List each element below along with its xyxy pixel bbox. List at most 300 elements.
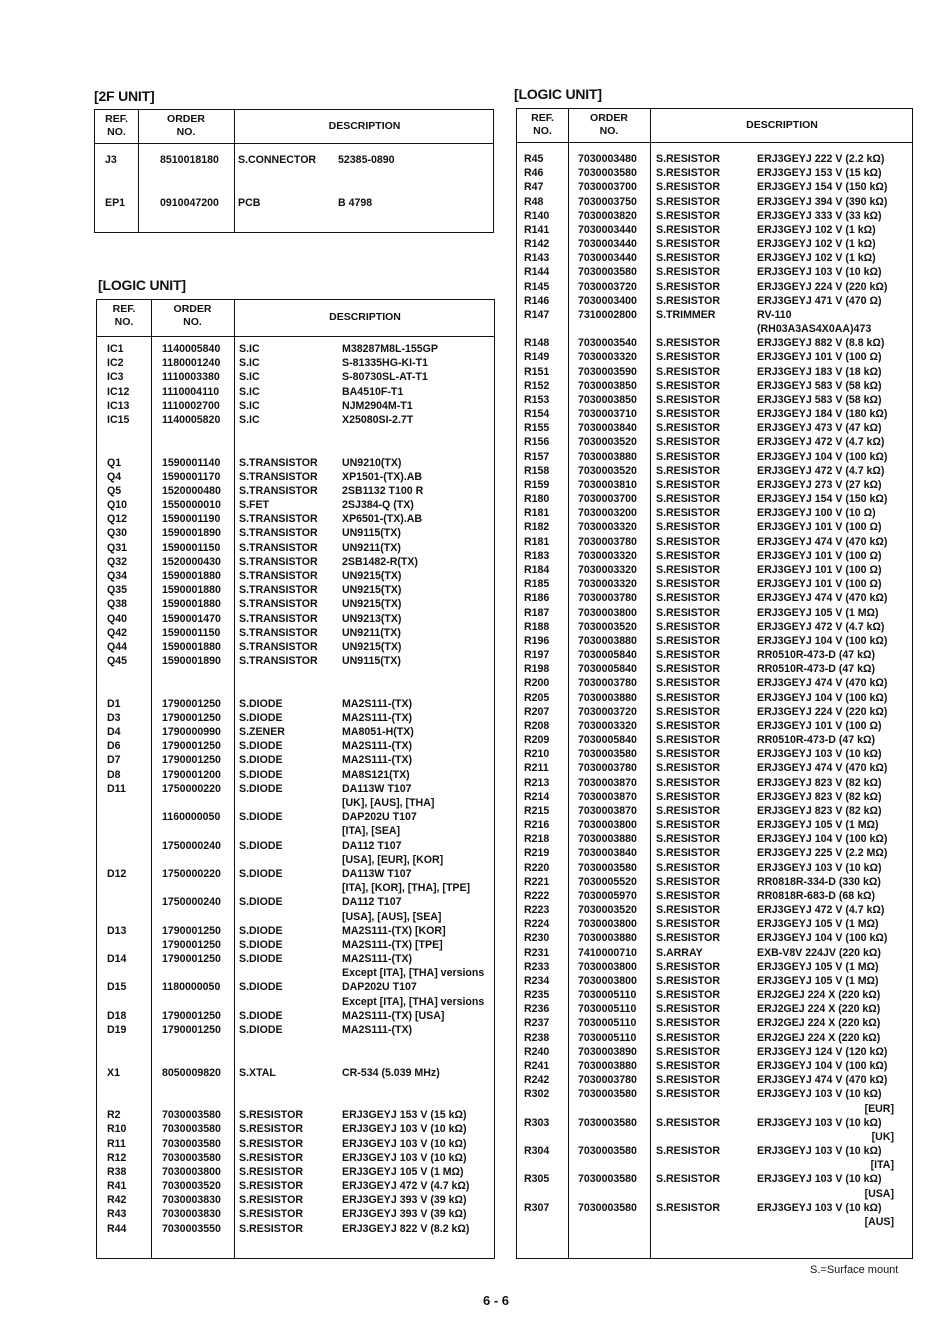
cell-part: MA2S111-(TX) [342,697,413,710]
cell-type: S.RESISTOR [656,563,720,576]
table-row [517,180,912,194]
cell-type: S.RESISTOR [656,379,720,392]
cell-ref: R146 [524,294,550,307]
cell-type: S.RESISTOR [656,351,720,364]
cell-part: [ITA], [SEA] [342,825,401,838]
cell-part: ERJ2GEJ 224 X (220 kΩ) [757,989,881,1002]
cell-ref: R237 [524,1017,550,1030]
table-row [97,385,494,399]
table-row [97,413,494,427]
cell-order: 7030003840 [578,847,637,860]
cell-part: ERJ3GEYJ 101 V (100 Ω) [757,351,882,364]
cell-type: S.RESISTOR [656,748,720,761]
cell-type: S.IC [239,371,260,384]
table-row [95,196,493,210]
table-row [95,167,493,181]
cell-ref: R140 [524,209,550,222]
table-row [517,1144,912,1158]
cell-part: [ITA], [KOR], [THA], [TPE] [342,882,471,895]
table-row [97,1023,494,1037]
cell-type: S.RESISTOR [656,521,720,534]
cell-ref: D15 [107,981,127,994]
cell-type: S.RESISTOR [656,762,720,775]
cell-part: ERJ3GEYJ 102 V (1 kΩ) [757,252,876,265]
cell-part: ERJ3GEYJ 103 V (10 kΩ) [757,266,882,279]
cell-type: S.RESISTOR [656,1145,720,1158]
cell-ref: R43 [107,1208,127,1221]
table-row [97,356,494,370]
cell-ref: R302 [524,1088,550,1101]
cell-order: 7030003580 [578,1145,637,1158]
cell-part: ERJ3GEYJ 105 V (1 MΩ) [757,918,879,931]
cell-type: S.RESISTOR [656,1031,720,1044]
cell-order: 1750000240 [162,896,221,909]
cell-order: 1550000010 [162,499,221,512]
cell-part: MA8S121(TX) [342,768,410,781]
table-row [517,280,912,294]
cell-type: S.RESISTOR [656,705,720,718]
cell-ref: R186 [524,592,550,605]
table-row [517,1187,912,1201]
table-row [517,676,912,690]
cell-ref: IC12 [107,385,130,398]
table-row [517,648,912,662]
cell-ref: Q1 [107,456,122,469]
cell-ref: R216 [524,819,550,832]
cell-type: S.RESISTOR [656,663,720,676]
cell-order: 7030003320 [578,549,637,562]
cell-ref: R148 [524,337,550,350]
cell-order: 7030003870 [578,776,637,789]
cell-order: 7030005840 [578,734,637,747]
cell-ref: R207 [524,705,550,718]
cell-ref: R157 [524,450,550,463]
cell-ref: R213 [524,776,550,789]
table-row [517,591,912,605]
cell-order: 1790001250 [162,711,221,724]
table-row [517,407,912,421]
cell-ref: R211 [524,762,549,775]
cell-type: S.IC [239,385,260,398]
cell-type: S.TRANSISTOR [239,484,318,497]
cell-type: S.TRANSISTOR [239,626,318,639]
cell-type: S.DIODE [239,697,283,710]
table-row [517,350,912,364]
table-row [517,606,912,620]
table-row [97,1137,494,1151]
cell-ref: IC13 [107,399,130,412]
cell-type: S.RESISTOR [239,1109,303,1122]
cell-type: S.RESISTOR [656,1201,720,1214]
table-row [517,322,912,336]
cell-type: S.RESISTOR [239,1180,303,1193]
cell-type: S.DIODE [239,1024,283,1036]
table-row [97,796,494,810]
table-header [517,109,912,143]
cell-ref: R185 [524,578,550,591]
cell-order: 1790001250 [162,938,221,951]
table-row [517,733,912,747]
cell-ref: R215 [524,804,550,817]
table-row [97,711,494,725]
cell-part: ERJ3GEYJ 104 V (100 kΩ) [757,634,888,647]
cell-order: 7030003780 [578,677,637,690]
cell-part: ERJ3GEYJ 474 V (470 kΩ) [757,677,888,690]
table-row [97,498,494,512]
cell-type: S.RESISTOR [656,989,720,1002]
table-row [97,938,494,952]
cell-ref: D11 [107,782,126,795]
cell-type: S.RESISTOR [656,280,720,293]
table-row [97,441,494,455]
cell-type: S.RESISTOR [656,847,720,860]
cell-part: ERJ3GEYJ 103 V (10 kΩ) [342,1137,467,1150]
cell-ref: R205 [524,691,550,704]
cell-part: BA4510F-T1 [342,385,404,398]
cell-part: ERJ2GEJ 224 X (220 kΩ) [757,1017,881,1030]
cell-ref: D8 [107,768,121,781]
cell-type: S.RESISTOR [656,167,720,180]
cell-type: S.RESISTOR [656,960,720,973]
cell-part: DA112 T107 [342,839,402,852]
cell-ref: R147 [524,308,550,321]
cell-order: 7030003580 [578,167,637,180]
parts-table-logic-left [96,299,495,1259]
table-row [97,739,494,753]
cell-ref: Q5 [107,484,122,497]
cell-order: 0910047200 [160,196,219,209]
cell-type: S.RESISTOR [239,1222,303,1235]
cell-ref: Q34 [107,570,128,582]
cell-order: 1520000480 [162,484,221,497]
table-row [517,1158,912,1172]
cell-type: S.RESISTOR [239,1137,303,1150]
cell-ref: R197 [524,649,550,662]
cell-type: S.RESISTOR [656,181,720,194]
table-row [517,563,912,577]
cell-order: 7030003810 [578,478,637,491]
cell-type: S.RESISTOR [656,578,720,591]
cell-part: ERJ3GEYJ 104 V (100 kΩ) [757,833,888,846]
table-row [97,654,494,668]
cell-part: ERJ3GEYJ 882 V (8.8 kΩ) [757,337,885,350]
cell-ref: R181 [524,507,550,520]
header-ref: REF. NO. [531,112,554,137]
cell-order: 7030003580 [578,1116,637,1129]
cell-order: 7030003710 [578,408,637,421]
cell-part: MA8051-H(TX) [342,726,414,739]
cell-type: S.RESISTOR [656,1060,720,1072]
table-row [97,555,494,569]
cell-type: S.ARRAY [656,946,703,959]
cell-order: 7030003580 [578,1173,637,1186]
cell-part: RR0510R-473-D (47 kΩ) [757,734,876,747]
table-row [517,464,912,478]
table-row [517,450,912,464]
cell-type: S.RESISTOR [656,889,720,902]
cell-part: ERJ3GEYJ 225 V (2.2 MΩ) [757,847,888,860]
table-row [97,370,494,384]
table-row [517,620,912,634]
cell-ref: R144 [524,266,550,279]
cell-type: S.TRANSISTOR [239,456,318,469]
cell-type: PCB [238,196,261,209]
cell-part: 2SB1482-R(TX) [342,555,418,568]
cell-type: S.RESISTOR [656,918,720,931]
cell-type: S.RESISTOR [656,464,720,477]
cell-part: RR0510R-473-D (47 kΩ) [757,663,876,676]
cell-type: S.DIODE [239,740,283,753]
table-row [517,1002,912,1016]
cell-type: S.RESISTOR [656,365,720,378]
cell-ref: R42 [107,1194,127,1207]
cell-part: ERJ3GEYJ 393 V (39 kΩ) [342,1194,467,1207]
table-row [97,966,494,980]
table-row [517,832,912,846]
table-row [517,1172,912,1186]
cell-part: ERJ3GEYJ 474 V (470 kΩ) [757,592,888,605]
cell-ref: R145 [524,280,550,293]
cell-order: 7030003580 [578,748,637,761]
cell-order: 7030003890 [578,1045,637,1058]
cell-order: 7030003850 [578,379,637,392]
table-row [517,1201,912,1215]
cell-type: S.DIODE [239,938,283,951]
table-row [517,294,912,308]
header-order: ORDER NO. [590,112,628,137]
cell-order: 1590001880 [162,584,221,597]
table-row [97,668,494,682]
table-row [517,237,912,251]
table-row [97,1207,494,1221]
cell-type: S.RESISTOR [656,1017,720,1030]
cell-ref: D4 [107,726,121,739]
cell-part: ERJ3GEYJ 103 V (10 kΩ) [757,1088,882,1101]
cell-order: 8050009820 [162,1066,221,1079]
cell-order: 7030003320 [578,719,637,732]
cell-part: ERJ3GEYJ 103 V (10 kΩ) [757,1116,882,1129]
cell-part: MA2S111-(TX) [342,1024,413,1036]
cell-part: ERJ3GEYJ 104 V (100 kΩ) [757,691,888,704]
cell-part: XP1501-(TX).AB [342,470,423,483]
cell-type: S.RESISTOR [656,1088,720,1101]
cell-part: ERJ3GEYJ 472 V (4.7 kΩ) [757,436,885,449]
cell-type: S.RESISTOR [656,393,720,406]
cell-type: S.RESISTOR [656,719,720,732]
cell-part: ERJ3GEYJ 472 V (4.7 kΩ) [342,1180,470,1193]
cell-part: ERJ3GEYJ 102 V (1 kΩ) [757,223,876,236]
cell-ref: R196 [524,634,550,647]
cell-order: 1790001200 [162,768,221,781]
cell-part: (RH03A3AS4X0AA)473 [757,323,872,336]
table-body [95,153,493,210]
table-row [97,1222,494,1236]
cell-ref: R218 [524,833,550,846]
section-title-logic-unit-left: [LOGIC UNIT] [98,277,186,293]
cell-ref: R2 [107,1109,121,1122]
cell-order: 7030003580 [162,1123,221,1136]
cell-ref: R238 [524,1031,550,1044]
cell-order: 7030003850 [578,393,637,406]
cell-order: 7030003700 [578,493,637,506]
cell-type: S.XTAL [239,1066,276,1079]
cell-part: [AUS] [864,1215,894,1228]
cell-type: S.RESISTOR [656,549,720,562]
cell-order: 7030003780 [578,762,637,775]
cell-part: ERJ3GEYJ 224 V (220 kΩ) [757,705,888,718]
cell-ref: R210 [524,748,550,761]
cell-part: UN9115(TX) [342,655,401,668]
table-row [517,1087,912,1101]
cell-ref: R209 [524,734,550,747]
cell-order: 7030003840 [578,422,637,435]
cell-part: ERJ3GEYJ 104 V (100 kΩ) [757,932,888,945]
cell-ref: R304 [524,1145,550,1158]
cell-part: UN9211(TX) [342,626,401,639]
table-row [517,691,912,705]
cell-part: EXB-V8V 224JV (220 kΩ) [757,946,881,959]
cell-type: S.RESISTOR [656,974,720,987]
cell-type: S.RESISTOR [656,592,720,605]
table-row [97,597,494,611]
cell-type: S.IC [239,413,260,426]
cell-ref: Q10 [107,499,128,512]
table-row [517,889,912,903]
table-row [517,988,912,1002]
cell-type: S.RESISTOR [656,252,720,265]
cell-ref: Q45 [107,655,128,668]
cell-ref: R47 [524,181,544,194]
cell-type: S.DIODE [239,768,283,781]
cell-ref: R214 [524,790,550,803]
cell-part: ERJ3GEYJ 100 V (10 Ω) [757,507,876,520]
cell-order: 1520000430 [162,555,221,568]
cell-order: 7030003880 [578,691,637,704]
cell-part: ERJ3GEYJ 474 V (470 kΩ) [757,762,888,775]
table-row [517,152,912,166]
cell-part: MA2S111-(TX) [KOR] [342,924,446,937]
cell-type: S.RESISTOR [656,606,720,619]
cell-order: 7310002800 [578,308,637,321]
cell-order: 7030005840 [578,649,637,662]
table-row [97,1094,494,1108]
cell-part: ERJ3GEYJ 103 V (10 kΩ) [757,748,882,761]
cell-part: DA112 T107 [342,896,402,909]
cell-part: ERJ3GEYJ 101 V (100 Ω) [757,578,882,591]
cell-part: ERJ3GEYJ 105 V (1 MΩ) [757,974,879,987]
cell-ref: R307 [524,1201,550,1214]
cell-part: DA113W T107 [342,782,412,795]
cell-order: 1590001170 [162,470,221,483]
cell-part: DAP202U T107 [342,811,417,824]
cell-part: ERJ3GEYJ 822 V (8.2 kΩ) [342,1222,470,1235]
cell-ref: R184 [524,563,550,576]
cell-order: 7030003780 [578,535,637,548]
cell-order: 1790001250 [162,924,221,937]
cell-part: 2SJ384-Q (TX) [342,499,414,512]
cell-part: ERJ3GEYJ 183 V (18 kΩ) [757,365,882,378]
cell-part: ERJ3GEYJ 394 V (390 kΩ) [757,195,888,208]
cell-order: 7030003750 [578,195,637,208]
table-row [517,1215,912,1229]
cell-type: S.TRANSISTOR [239,527,318,540]
cell-order: 7030005110 [578,1017,637,1030]
cell-part: ERJ3GEYJ 153 V (15 kΩ) [757,167,882,180]
table-row [97,1080,494,1094]
table-row [517,478,912,492]
cell-ref: Q12 [107,513,128,526]
cell-ref: R46 [524,167,544,180]
cell-order: 7030003440 [578,223,637,236]
cell-part: ERJ3GEYJ 104 V (100 kΩ) [757,1060,888,1072]
cell-ref: R235 [524,989,550,1002]
cell-part: ERJ3GEYJ 103 V (10 kΩ) [757,1173,882,1186]
table-row [97,697,494,711]
cell-ref: X1 [107,1066,120,1079]
cell-type: S.RESISTOR [239,1194,303,1207]
cell-ref: Q32 [107,555,128,568]
header-ref: REF. NO. [112,303,136,328]
cell-order: 1110003380 [162,371,220,384]
cell-part: ERJ3GEYJ 101 V (100 Ω) [757,563,882,576]
cell-type: S.RESISTOR [656,1116,720,1129]
cell-order: 7030003400 [578,294,637,307]
cell-type: S.RESISTOR [656,436,720,449]
table-row [97,952,494,966]
cell-order: 7030003830 [162,1208,221,1221]
cell-order: 7030003800 [162,1165,221,1178]
cell-order: 1590001890 [162,655,221,668]
table-row [97,910,494,924]
cell-type: S.RESISTOR [656,1074,720,1087]
cell-ref: R182 [524,521,550,534]
table-row [517,790,912,804]
table-row [97,768,494,782]
cell-type: S.DIODE [239,981,283,994]
cell-part: NJM2904M-T1 [342,399,413,412]
cell-order: 7030005970 [578,889,637,902]
cell-type: S.RESISTOR [239,1165,303,1178]
cell-type: S.RESISTOR [656,1045,720,1058]
cell-part: ERJ3GEYJ 184 V (180 kΩ) [757,408,888,421]
cell-ref: Q38 [107,598,128,611]
cell-type: S.RESISTOR [656,649,720,662]
cell-part: Except [ITA], [THA] versions [342,967,485,980]
table-row [517,195,912,209]
cell-part: UN9115(TX) [342,527,401,540]
cell-order: 1590001470 [162,612,221,625]
cell-type: S.RESISTOR [656,932,720,945]
table-row [97,612,494,626]
cell-type: S.RESISTOR [239,1123,303,1136]
cell-order: 1790001250 [162,740,221,753]
cell-order: 1590001140 [162,456,221,469]
cell-ref: IC2 [107,357,124,370]
cell-part: [USA], [EUR], [KOR] [342,853,444,866]
cell-ref: R180 [524,493,550,506]
cell-order: 1160000050 [162,811,221,824]
cell-type: S.RESISTOR [239,1151,303,1164]
cell-order: 7030003440 [578,252,637,265]
cell-part: ERJ2GEJ 224 X (220 kΩ) [757,1003,881,1016]
cell-part: ERJ3GEYJ 104 V (100 kΩ) [757,450,888,463]
cell-order: 1750000220 [162,867,221,880]
table-row [97,881,494,895]
parts-table-logic-right [516,108,913,1259]
table-row [97,1122,494,1136]
table-row [517,223,912,237]
cell-order: 7030003820 [578,209,637,222]
